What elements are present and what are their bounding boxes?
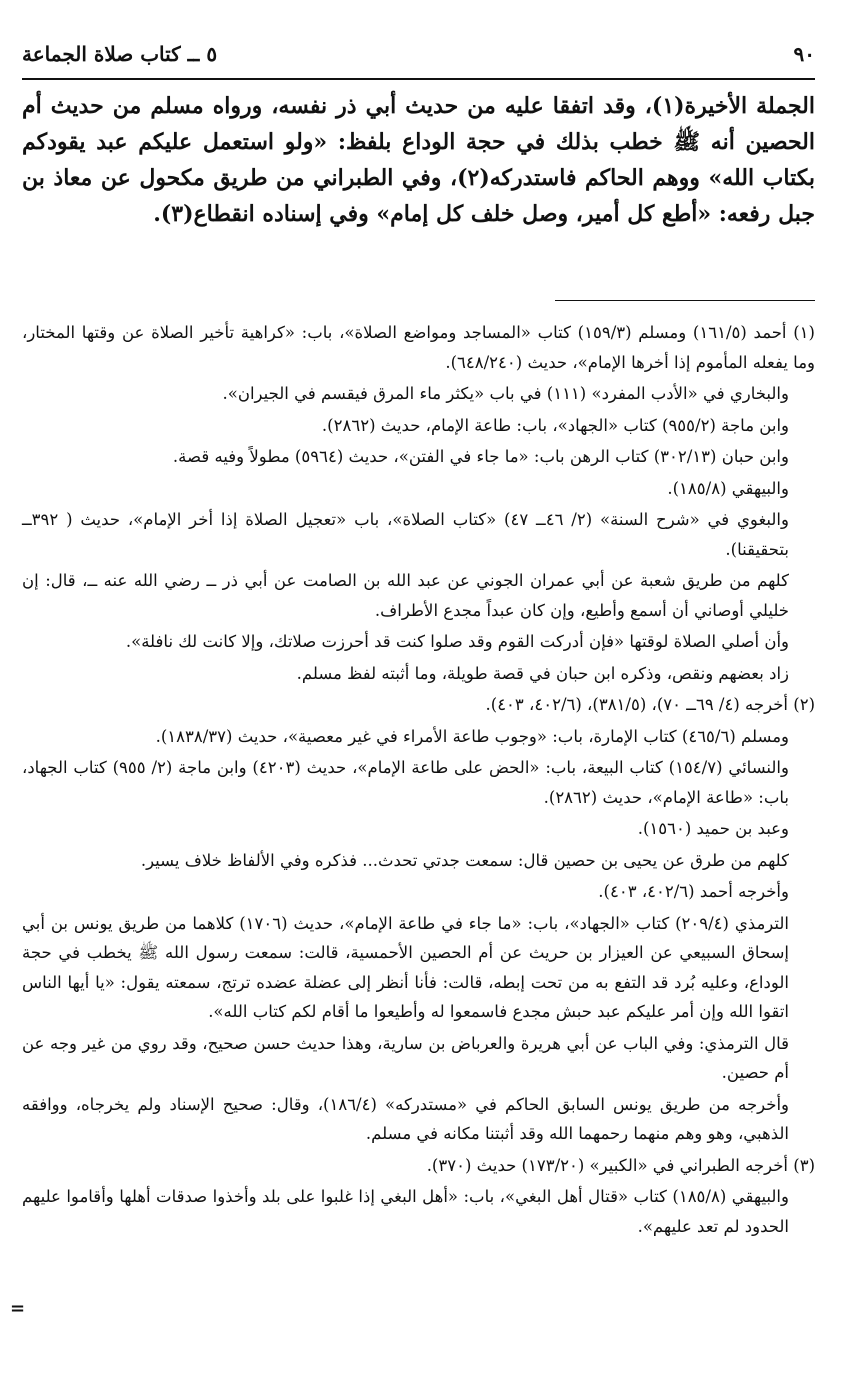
footnote-2-line: كلهم من طرق عن يحيى بن حصين قال: سمعت جدتي تحدث... فذكره وفي الألفاظ خلاف يسير.	[140, 850, 789, 870]
footnotes	[22, 318, 815, 1243]
footnote-1-line: زاد بعضهم ونقص، وذكره ابن حبان في قصة طويلة، وما أثبته لفظ مسلم.	[296, 663, 789, 683]
header-rule	[22, 78, 815, 80]
footnote-1-line: وابن ماجة (٩٥٥/٢) كتاب «الجهاد»، باب: طاعة الإمام، حديث (٢٨٦٢).	[321, 415, 789, 435]
footnote-2-line: قال الترمذي: وفي الباب عن أبي هريرة والعرباض بن سارية، وهذا حديث حسن صحيح، وقد روي من غير وجه عن أم حصين.	[22, 1033, 789, 1082]
footnote-2-line: الترمذي (٢٠٩/٤) كتاب «الجهاد»، باب: «ما جاء في طاعة الإمام»، حديث (١٧٠٦) كلاهما من طريق يونس بن أبي إسحاق السبيعي عن العيزار بن حريث عن أم الحصين الأحمسية، قالت: سمعت رسول الله ﷺ يخطب في حجة الوداع، وعليه بُرد قد التفع به من تحت إبطه، قالت: فأنا أنظر إلى عضلة عضده ترتج، سمعته يقول: «يا أيها الناس اتقوا الله وإن أمر عليكم عبد حبش مجدع فاسمعوا له وأطيعوا ما أقام لكم كتاب الله».	[22, 913, 789, 1021]
footnote-1-line: كلهم من طريق شعبة عن أبي عمران الجوني عن عبد الله بن الصامت عن أبي ذر ــ رضي الله عنه ــ، قال: إن خليلي أوصاني أن أسمع وأطيع، وإن كان عبداً مجدع الأطراف.	[22, 571, 789, 620]
footnote-2-line: وأخرجه من طريق يونس السابق الحاكم في «مستدركه» (١٨٦/٤)، وقال: صحيح الإسناد ولم يخرجاه، ووافقه الذهبي، وهو وهم منهما رحمهما الله وقد أثبتنا مكانه في مسلم.	[22, 1094, 789, 1143]
footnote-1-line: والبخاري في «الأدب المفرد» (١١١) في باب «يكثر ماء المرق فيقسم في الجيران».	[222, 384, 789, 403]
footnote-2-line: والنسائي (١٥٤/٧) كتاب البيعة، باب: «الحض على طاعة الإمام»، حديث (٤٢٠٣) وابن ماجة (٢/ ٩٥٥) كتاب الجهاد، باب: «طاعة الإمام»، حديث (٢٨٦٢).	[22, 758, 789, 807]
continuation-mark: =	[10, 1298, 26, 1319]
footnote-1-line: والبيهقي (١٨٥/٨).	[667, 478, 789, 498]
footnote-2-line: (٢) أخرجه (٤/ ٦٩ــ ٧٠)، (٣٨١/٥)، (٤٠٢/٦، ٤٠٣).	[485, 695, 815, 714]
footnote-1-line: (١) أحمد (١٦١/٥) ومسلم (١٥٩/٣) كتاب «المساجد ومواضع الصلاة»، باب: «كراهية تأخير الصلاة عن وقتها المختار، وما يفعله المأموم إذا أخرها الإمام»، حديث (٦٤٨/٢٤٠).	[22, 323, 815, 372]
footnote-2-line: ومسلم (٤٦٥/٦) كتاب الإمارة، باب: «وجوب طاعة الأمراء في غير معصية»، حديث (١٨٣٨/٣٧).	[155, 726, 789, 746]
main-paragraph: الجملة الأخيرة(١)، وقد اتفقا عليه من حديث أبي ذر نفسه، ورواه مسلم من حديث أم الحصين أنه ﷺ خطب بذلك في حجة الوداع بلفظ: «ولو استعمل عليكم عبد يقودكم بكتاب الله» ووهم الحاكم فاستدركه(٢)، وفي الطبراني من طريق مكحول عن معاذ بن جبل رفعه: «أطع كل أمير، وصل خلف كل إمام» وفي إسناده انقطاع(٣).	[22, 93, 816, 227]
main-text	[22, 88, 815, 232]
footnote-3-line: (٣) أخرجه الطبراني في «الكبير» (١٧٣/٢٠) حديث (٣٧٠).	[426, 1155, 815, 1175]
footnote-3-line: والبيهقي (١٨٥/٨) كتاب «قتال أهل البغي»، باب: «أهل البغي إذا غلبوا على بلد وأخذوا صدقات أهلها وأقاموا عليهم الحدود لم تعد عليهم».	[22, 1187, 789, 1236]
footnote-1-line: وابن حبان (٣٠٢/١٣) كتاب الرهن باب: «ما جاء في الفتن»، حديث (٥٩٦٤) مطولاً وفيه قصة.	[172, 447, 789, 466]
footnote-2-line: وأخرجه أحمد (٤٠٢/٦، ٤٠٣).	[598, 882, 789, 901]
page-number: ٩٠	[793, 42, 815, 66]
page-header	[22, 38, 815, 70]
footnote-1-line: والبغوي في «شرح السنة» (٢/ ٤٦ــ ٤٧) «كتاب الصلاة»، باب «تعجيل الصلاة إذا أخر الإمام»، حديث ( ٣٩٢ــ بتحقيقنا).	[22, 510, 789, 559]
footnote-2-line: وعبد بن حميد (١٥٦٠).	[637, 819, 789, 838]
footnote-1-line: وأن أصلي الصلاة لوقتها «فإن أدركت القوم وقد صلوا كنت قد أحرزت صلاتك، وإلا كانت لك نافلة».	[125, 632, 789, 651]
footnote-separator	[555, 300, 815, 301]
chapter-title: ٥ ــ كتاب صلاة الجماعة	[22, 42, 218, 66]
